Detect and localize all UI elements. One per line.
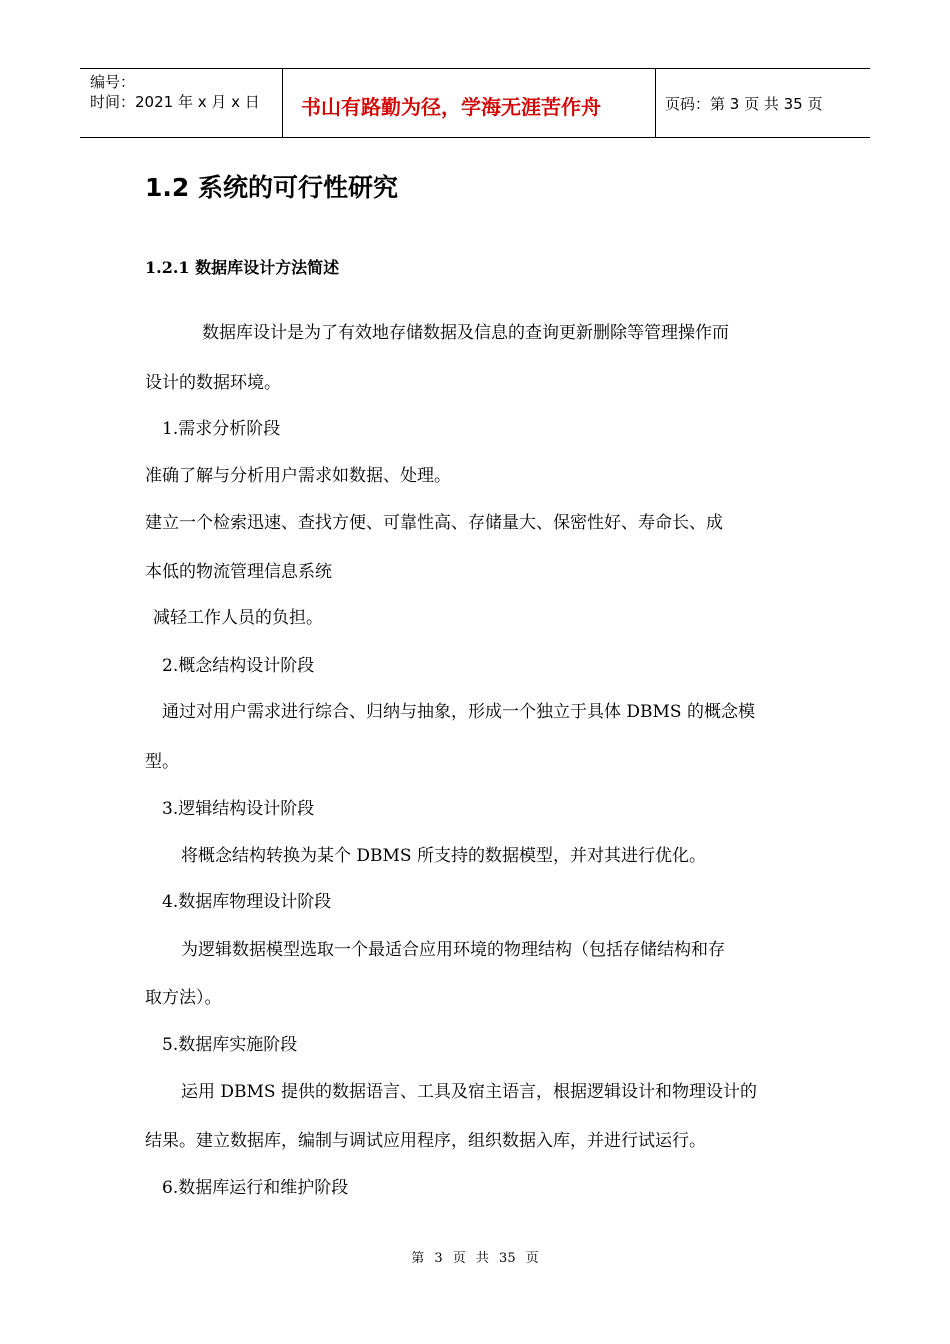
body-line: 设计的数据环境。 [145, 373, 281, 393]
header-page-cell [655, 69, 870, 137]
step-heading: 5.数据库实施阶段 [162, 1035, 298, 1055]
number-label: 编号： [90, 73, 136, 91]
date-label: 时间：2021 年 x 月 x 日 [90, 93, 260, 111]
body-line: 结果。建立数据库，编制与调试应用程序，组织数据入库，并进行试运行。 [145, 1131, 706, 1151]
step-heading: 6.数据库运行和维护阶段 [162, 1178, 349, 1198]
header-info-cell [80, 69, 282, 137]
body-line: 型。 [145, 752, 179, 772]
body-line: 建立一个检索迅速、查找方便、可靠性高、存储量大、保密性好、寿命长、成 [145, 513, 723, 533]
page-number-label: 页码：第 3 页 共 35 页 [665, 95, 823, 113]
body-line: 为逻辑数据模型选取一个最适合应用环境的物理结构（包括存储结构和存 [181, 940, 725, 960]
step-heading: 1.需求分析阶段 [162, 419, 281, 439]
body-line: 通过对用户需求进行综合、归纳与抽象，形成一个独立于具体 DBMS 的概念模 [162, 702, 755, 722]
header-motto-cell [282, 69, 656, 137]
body-line: 数据库设计是为了有效地存储数据及信息的查询更新删除等管理操作而 [202, 323, 729, 343]
page-header [80, 68, 870, 138]
body-line: 本低的物流管理信息系统 [145, 562, 332, 582]
page-footer: 第 3 页 共 35 页 [411, 1251, 539, 1266]
step-heading: 2.概念结构设计阶段 [162, 656, 315, 676]
step-heading: 4.数据库物理设计阶段 [162, 892, 332, 912]
motto-text: 书山有路勤为径，学海无涯苦作舟 [301, 95, 601, 119]
body-line: 减轻工作人员的负担。 [153, 608, 323, 628]
subsection-title: 1.2.1 数据库设计方法简述 [145, 258, 340, 277]
body-line: 准确了解与分析用户需求如数据、处理。 [145, 466, 451, 486]
body-line: 将概念结构转换为某个 DBMS 所支持的数据模型，并对其进行优化。 [181, 846, 706, 866]
section-title: 1.2 系统的可行性研究 [145, 173, 398, 202]
body-line: 运用 DBMS 提供的数据语言、工具及宿主语言，根据逻辑设计和物理设计的 [181, 1082, 757, 1102]
step-heading: 3.逻辑结构设计阶段 [162, 799, 315, 819]
body-line: 取方法）。 [145, 988, 222, 1008]
